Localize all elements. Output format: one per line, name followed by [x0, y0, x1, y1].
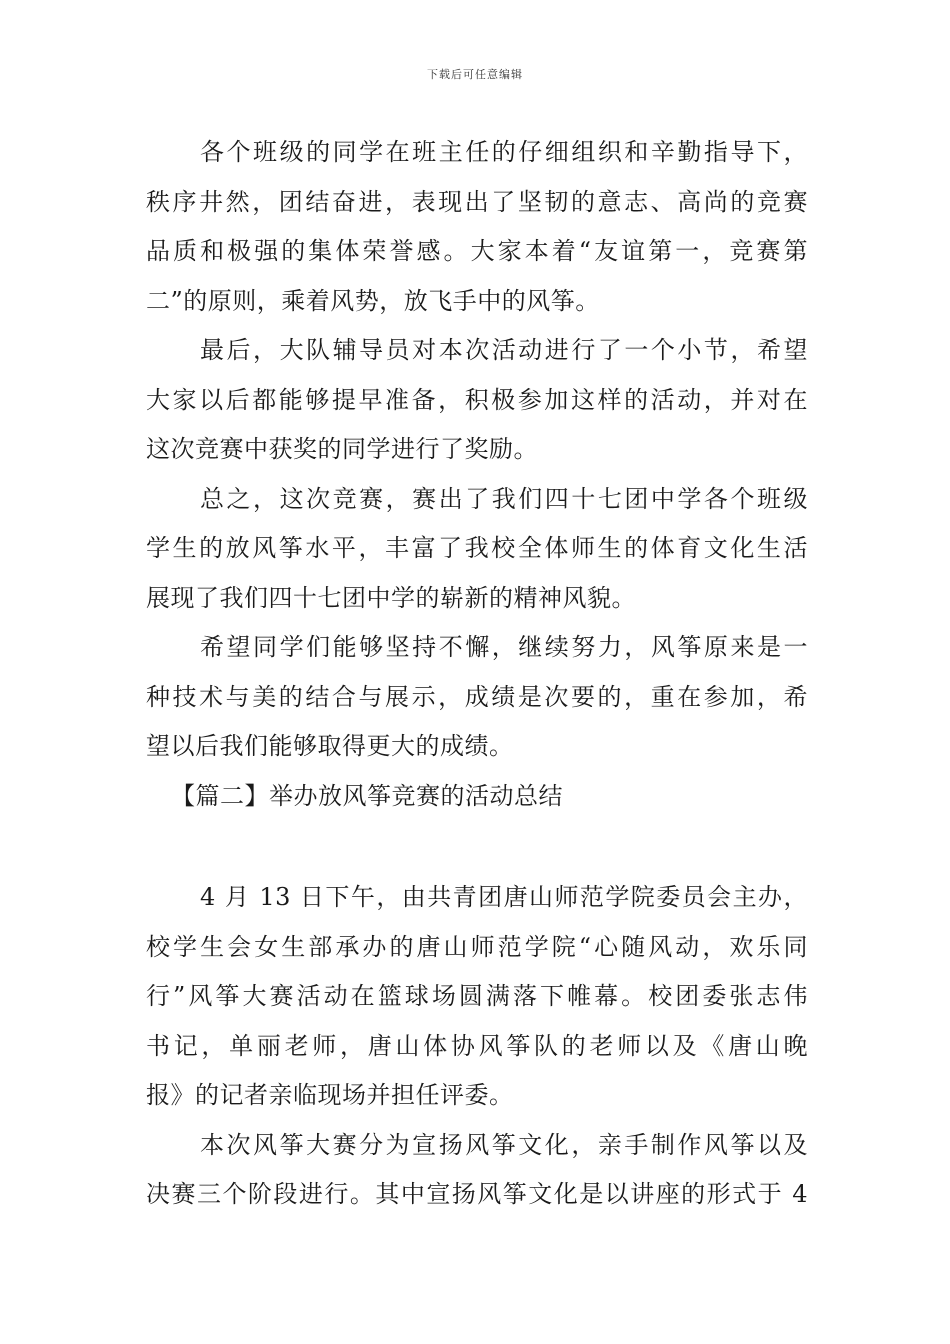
- paragraph-5: [146, 873, 808, 1121]
- text-line: 书记，单丽老师，唐山体协风筝队的老师以及《唐山晚: [146, 1031, 808, 1060]
- paragraph-1: [146, 128, 808, 326]
- text-line: 这次竞赛中获奖的同学进行了奖励。: [146, 435, 538, 463]
- text-line: 秩序井然，团结奋进，表现出了坚韧的意志、高尚的竞赛: [146, 187, 808, 216]
- paragraph-3: [146, 475, 808, 624]
- paragraph-4: [146, 623, 808, 772]
- text-line: 展现了我们四十七团中学的崭新的精神风貌。: [146, 583, 636, 612]
- text-line: 种技术与美的结合与展示，成绩是次要的，重在参加，希: [146, 682, 808, 711]
- text-line: 二”的原则，乘着风势，放飞手中的风筝。: [146, 286, 600, 315]
- text-line: 希望同学们能够坚持不懈，继续努力，风筝原来是一: [200, 633, 808, 661]
- text-line: 4 月 13 日下午，由共青团唐山师范学院委员会主办，: [200, 883, 808, 911]
- section-heading: 【篇二】举办放风筝竞赛的活动总结: [171, 781, 563, 810]
- text-line: 大家以后都能够提早准备，积极参加这样的活动，并对在: [146, 385, 808, 414]
- text-line: 品质和极强的集体荣誉感。大家本着“友谊第一，竞赛第: [146, 237, 808, 265]
- text-line: 学生的放风筝水平，丰富了我校全体师生的体育文化生活: [146, 534, 808, 562]
- text-line: 报》的记者亲临现场并担任评委。: [146, 1081, 514, 1109]
- text-line: 最后，大队辅导员对本次活动进行了一个小节，希望: [200, 336, 808, 364]
- page-header: 下载后可任意编辑: [427, 68, 523, 81]
- text-line: 行”风筝大赛活动在篮球场圆满落下帷幕。校团委张志伟: [146, 982, 808, 1010]
- text-line: 决赛三个阶段进行。其中宣扬风筝文化是以讲座的形式于 4: [146, 1180, 808, 1208]
- text-line: 本次风筝大赛分为宣扬风筝文化，亲手制作风筝以及: [200, 1130, 808, 1159]
- document-body: [146, 128, 808, 1220]
- text-line: 各个班级的同学在班主任的仔细组织和辛勤指导下，: [200, 138, 808, 166]
- text-line: 总之，这次竞赛，赛出了我们四十七团中学各个班级: [200, 484, 808, 513]
- text-line: 校学生会女生部承办的唐山师范学院“心随风动，欢乐同: [146, 932, 808, 961]
- paragraph-2: [146, 326, 808, 475]
- text-line: 望以后我们能够取得更大的成绩。: [146, 732, 514, 760]
- paragraph-6: [146, 1121, 808, 1220]
